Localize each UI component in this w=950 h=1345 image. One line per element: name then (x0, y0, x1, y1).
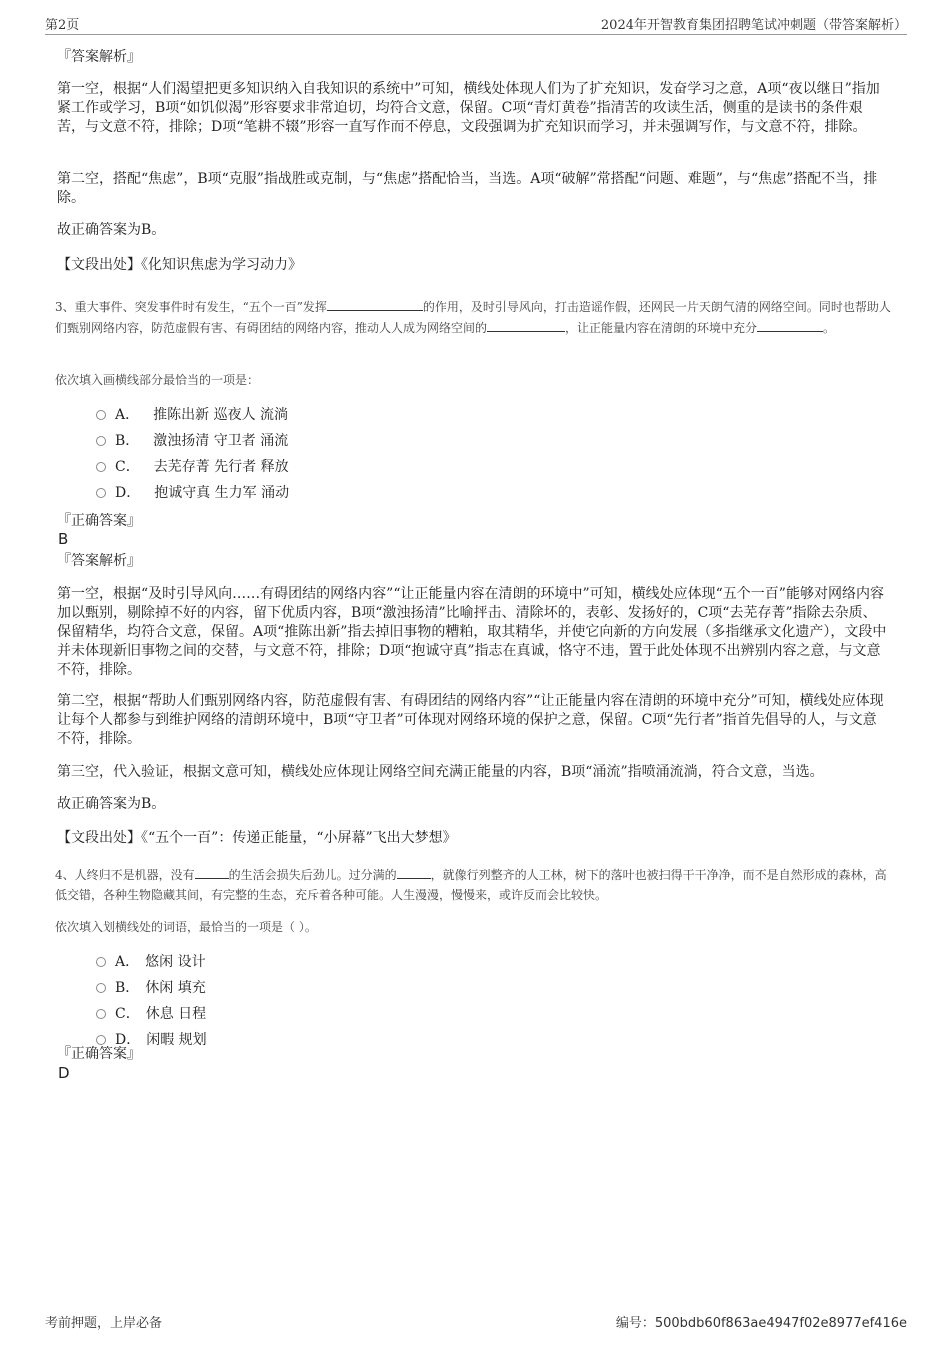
radio-icon[interactable] (96, 983, 106, 993)
q3-blank-2 (487, 317, 565, 332)
q3-correct-label: 『正确答案』 (57, 513, 141, 529)
document-code (616, 1312, 907, 1331)
q4-stem-part-c: ，就像行列整齐的人工林，树下的落叶也被扫得干干净净，而不是自然形成的森林，高低交错，各种生物隐藏其间，有完整的生态，充斥着各种可能。人生漫漫，慢慢来，或许反而会比较快。 (55, 868, 887, 902)
document-title: 2024年开智教育集团招聘笔试冲刺题（带答案解析） (600, 18, 907, 33)
q3-correct-value: B (58, 530, 69, 548)
q3-source: 【文段出处】《“五个一百”：传递正能量，“小屏幕”飞出大梦想》 (57, 830, 457, 846)
q3-stem-part-b: 的作用，及时引导风向，打击造谣作假，还网民一片天朗气清的网络空间。同时也帮助人们甄别网络内容，防范虚假有害、有碍团结的网络内容，推动人人成为网络空间的 (55, 300, 891, 335)
q2-source: 【文段出处】《化知识焦虑为学习动力》 (57, 257, 302, 273)
q3-stem (55, 296, 895, 338)
q2-analysis-p1: 第一空，根据“人们渴望把更多知识纳入自我知识的系统中”可知，横线处体现人们为了扩充知识，发奋学习之意，A项“夜以继日”指加紧工作或学习，B项“如饥似渴”形容要求非常迫切，均符合文意，保留。C项“青灯黄卷”指清苦的攻读生活，侧重的是读书的条件艰苦，与文意不符，排除；D项“笔耕不辍”形容一直写作而不停息，文段强调为扩充知识而学习，并未强调写作，与文意不符，排除。 (57, 81, 880, 135)
q4-option-a[interactable]: A． 悠闲 设计 (96, 953, 206, 971)
q4-option-c[interactable]: C． 休息 日程 (96, 1005, 206, 1023)
radio-icon[interactable] (96, 436, 106, 446)
q4-correct-value: D (58, 1064, 70, 1082)
q3-prompt: 依次填入画横线部分最恰当的一项是： (55, 373, 260, 387)
q4-stem (55, 864, 895, 905)
q3-analysis-p1: 第一空，根据“及时引导风向……有碍团结的网络内容”“让正能量内容在清朗的环境中”可知，横线处应体现“五个一百”能够对网络内容加以甄别，剔除掉不好的内容，留下优质内容，B项“激浊扬清”比喻抨击、清除坏的，表彰、发扬好的，C项“去芜存菁”指除去杂质、保留精华，均符合文意，保留。A项“推陈出新”指去掉旧事物的糟粕，取其精华，并使它向新的方向发展（多指继承文化遗产），文段中并未体现新旧事物之间的交替，与文意不符，排除；D项“抱诚守真”指志在真诚，恪守不违，置于此处体现不出辨别内容之意，与文意不符，排除。 (57, 586, 887, 678)
q3-analysis-p2: 第二空，根据“帮助人们甄别网络内容，防范虚假有害、有碍团结的网络内容”“让正能量内容在清朗的环境中充分”可知，横线处应体现让每个人都参与到维护网络的清朗环境中，B项“守卫者”可体现对网络环境的保护之意，保留。C项“先行者”指首先倡导的人，与文意不符，排除。 (57, 693, 884, 747)
q3-stem-part-d: 。 (823, 321, 836, 335)
q3-option-c[interactable]: C． 去芜存菁 先行者 释放 (96, 458, 289, 476)
q3-stem-part-a: 3、重大事件、突发事件时有发生，“五个一百”发挥 (55, 300, 327, 314)
q4-option-d[interactable]: D． 闲暇 规划 (96, 1031, 207, 1049)
q3-option-d[interactable]: D． 抱诚守真 生力军 涌动 (96, 484, 289, 502)
code-label: 编号： (615, 1316, 655, 1331)
q4-correct-label: 『正确答案』 (57, 1046, 141, 1062)
code-value: 500bdb60f863ae4947f02e8977ef416e (654, 1316, 907, 1331)
radio-icon[interactable] (96, 462, 106, 472)
q3-stem-part-c: ，让正能量内容在清朗的环境中充分 (565, 321, 758, 335)
q4-blank-2 (397, 864, 431, 879)
q2-analysis-label: 『答案解析』 (57, 49, 141, 65)
page-header (45, 14, 907, 35)
q3-analysis-label: 『答案解析』 (57, 553, 141, 569)
q4-option-b[interactable]: B． 休闲 填充 (96, 979, 206, 997)
q4-stem-part-a: 4、人终归不是机器，没有 (55, 868, 195, 882)
q2-analysis-p3: 故正确答案为B。 (57, 222, 166, 238)
q3-analysis-p3: 第三空，代入验证，根据文意可知，横线处应体现让网络空间充满正能量的内容，B项“涌流”指喷涌流淌，符合文意，当选。 (57, 764, 824, 780)
radio-icon[interactable] (96, 1035, 106, 1045)
q4-prompt: 依次填入划横线处的词语，最恰当的一项是（ ）。 (55, 920, 317, 934)
page-number: 第2页 (45, 18, 80, 33)
q3-blank-1 (327, 296, 423, 311)
q3-option-a[interactable]: A． 推陈出新 巡夜人 流淌 (96, 406, 288, 424)
q3-blank-3 (757, 317, 823, 332)
q2-analysis-p2: 第二空，搭配“焦虑”，B项“克服”指战胜或克制，与“焦虑”搭配恰当，当选。A项“破解”常搭配“问题、难题”，与“焦虑”搭配不当，排除。 (57, 171, 878, 206)
q3-analysis-p4: 故正确答案为B。 (57, 796, 166, 812)
radio-icon[interactable] (96, 410, 106, 420)
q4-stem-part-b: 的生活会损失后劲儿。过分满的 (228, 868, 397, 882)
q4-blank-1 (195, 864, 229, 879)
radio-icon[interactable] (96, 488, 106, 498)
q3-option-b[interactable]: B． 激浊扬清 守卫者 涌流 (96, 432, 288, 450)
radio-icon[interactable] (96, 1009, 106, 1019)
footer-slogan: 考前押题，上岸必备 (45, 1316, 163, 1331)
radio-icon[interactable] (96, 957, 106, 967)
